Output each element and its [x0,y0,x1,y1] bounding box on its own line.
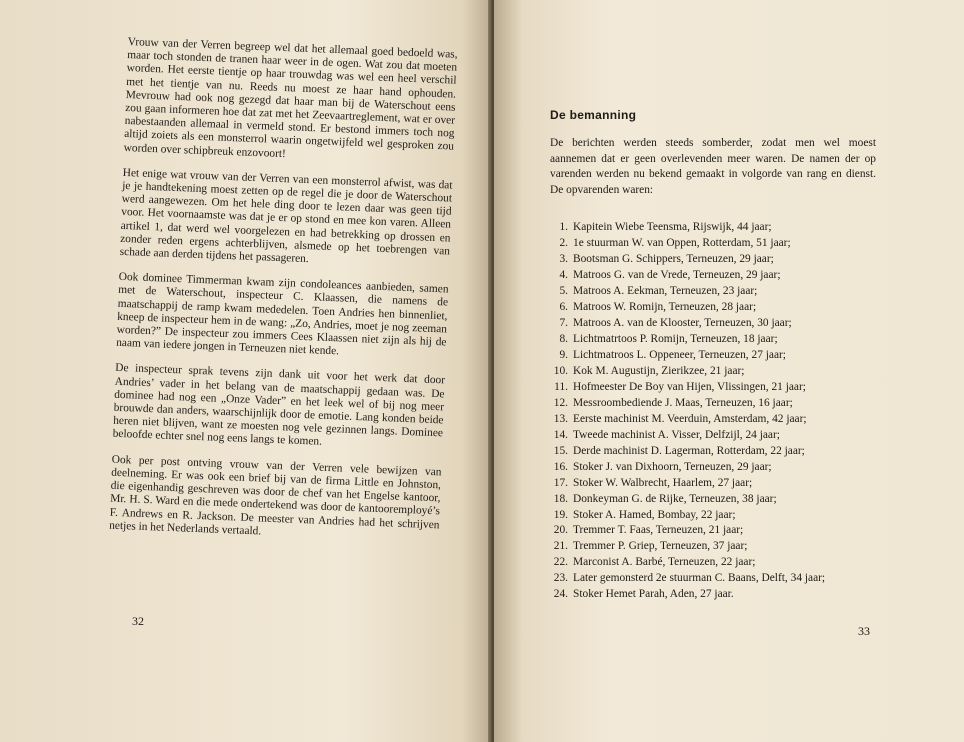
intro-paragraph: De berichten werden steeds somberder, zodat men wel moest aannemen dat er geen overlevenden meer waren. De namen der op varenden werden nu bekend gemaakt in volgorde van rang en dienst. De opvarenden waren: [550,137,876,196]
crew-item-text: Stoker W. Walbrecht, Haarlem, 27 jaar; [573,476,753,489]
left-page-text [108,36,457,557]
crew-list-item [550,444,876,460]
crew-item-text: Hofmeester De Boy van Hijen, Vlissingen, 21 jaar; [573,380,806,393]
crew-item-number: 16. [553,460,568,473]
crew-item-number: 9. [559,349,568,361]
crew-item-number: 6. [559,301,568,314]
crew-list-item [550,555,876,571]
crew-list-item [550,284,876,300]
crew-list-item [550,364,876,380]
paragraph: Het enige wat vrouw van der Verren van een monsterrol afwist, was dat je je handtekening moest zetten op de regel die je door de Waterschout werd aangewezen. Om het hele ding door te lezen daar was geen tijd voor. Het voornaamste was dat je er op stond en mee kon varen. Alleen artikel 1, dat werd wel voorgelezen en had betrekking op drossen en zonder reden ergens achterblijven, alsmede op het toebrengen van schade aan derden tijdens het passageren. [119,166,453,266]
crew-list-item [550,460,876,476]
crew-item-text: Donkeyman G. de Rijke, Terneuzen, 38 jaar; [573,492,777,505]
crew-list-item [550,476,876,492]
crew-list-item [550,492,876,508]
crew-item-number: 13. [553,412,568,425]
crew-list-item [550,428,876,444]
crew-item-text: Bootsman G. Schippers, Terneuzen, 29 jaar; [573,253,774,266]
crew-list-item [550,252,876,268]
crew-item-text: Stoker J. van Dixhoorn, Terneuzen, 29 jaar; [573,460,772,473]
paragraph: Ook dominee Timmerman kwam zijn condoleances aanbieden, samen met de Waterschout, inspecteur C. Klaassen, die namens de maatschappij de ramp kwam mededelen. Toen Andries hen binnenliet, kneep de inspecteur hem in de wang: „Zo, Andries, moet je nog zeeman worden?” De inspecteur zou immers Cees Klaassen niet zijn als hij de naam van iedere jongen in Terneuzen niet kende. [115,271,449,358]
crew-item-text: Matroos A. van de Klooster, Terneuzen, 30 jaar; [573,317,792,330]
crew-item-number: 7. [559,317,568,330]
crew-item-number: 21. [553,540,568,553]
crew-list-item [550,539,876,555]
crew-list-item [550,220,876,236]
right-page-number: 33 [858,624,870,638]
crew-item-text: Kapitein Wiebe Teensma, Rijswijk, 44 jaar; [573,221,772,234]
crew-item-number: 14. [553,428,568,441]
crew-item-text: Kok M. Augustijn, Zierikzee, 21 jaar; [573,364,745,377]
crew-item-number: 8. [559,333,568,346]
crew-item-text: Marconist A. Barbé, Terneuzen, 22 jaar; [573,556,756,569]
crew-item-number: 22. [553,556,568,569]
crew-item-number: 2. [559,237,568,250]
crew-item-number: 24. [553,588,568,601]
crew-item-number: 19. [553,508,568,521]
paragraph: Vrouw van der Verren begreep wel dat het allemaal goed bedoeld was, maar toch stonden de tranen haar weer in de ogen. Wat zou dat moeten worden. Het eerste tientje op haar trouwdag was wel een heel verschil met het tientje van nu. Reeds nu moest ze haar hand ophouden. Mevrouw had ook nog gezegd dat haar man bij de Waterschout eens zou gaan informeren hoe dat zat met het Zeevaartreglement, wat er over nabestaanden allemaal in vermeld stond. Er bestond immers toch nog altijd zoiets als een monsterrol waarin ongetwijfeld wel gesproken zou worden over schipbreuk enzovoort! [123,36,458,160]
crew-item-number: 3. [559,253,568,266]
crew-list-item [550,396,876,412]
crew-item-number: 1. [559,221,568,234]
crew-list-item [550,348,876,364]
crew-item-text: Matroos A. Eekman, Terneuzen, 23 jaar; [573,285,758,298]
crew-item-number: 11. [554,380,568,393]
crew-item-number: 15. [553,444,568,457]
left-page-number: 32 [132,614,144,628]
crew-item-text: Matroos W. Romijn, Terneuzen, 28 jaar; [573,301,757,314]
crew-item-text: Later gemonsterd 2e stuurman C. Baans, Delft, 34 jaar; [573,572,826,585]
crew-item-text: Tremmer P. Griep, Terneuzen, 37 jaar; [573,540,748,553]
crew-list-item [550,523,876,539]
crew-list-item [550,380,876,396]
crew-list-item [550,300,876,316]
crew-list-item [550,571,876,587]
crew-item-number: 4. [559,269,568,282]
crew-list-item [550,268,876,284]
crew-list-item [550,316,876,332]
paragraph: De inspecteur sprak tevens zijn dank uit voor het werk dat door Andries’ vader in het belang van de maatschappij gedaan was. De dominee had nog een „Onze Vader” en het leek wel of bij nog meer brouwde dan anders, waarschijnlijk door de emotie. Lang konden beide heren niet blijven, want ze moesten nog vele gezinnen langs. Dominee beloofde echter snel nog eens langs te komen. [112,362,446,449]
crew-item-text: Matroos G. van de Vrede, Terneuzen, 29 jaar; [573,269,781,282]
crew-item-number: 17. [553,476,568,489]
crew-item-number: 18. [553,492,568,505]
right-page-content [550,108,876,603]
crew-list-item [550,332,876,348]
crew-item-text: Stoker Hemet Parah, Aden, 27 jaar. [573,588,734,601]
crew-item-text: Eerste machinist M. Veerduin, Amsterdam, 42 jaar; [573,412,807,425]
crew-list-item [550,587,876,603]
crew-list [550,220,876,603]
crew-item-number: 12. [553,396,568,409]
crew-item-text: Messroombediende J. Maas, Terneuzen, 16 jaar; [573,396,793,409]
crew-item-number: 23. [553,572,568,585]
section-heading: De bemanning [550,108,637,122]
crew-item-text: Tremmer T. Faas, Terneuzen, 21 jaar; [573,524,744,537]
crew-item-text: Stoker A. Hamed, Bombay, 22 jaar; [573,508,736,521]
crew-item-number: 5. [559,285,568,298]
crew-item-number: 10. [553,364,568,377]
crew-list-item [550,508,876,524]
crew-item-text: 1e stuurman W. van Oppen, Rotterdam, 51 jaar; [573,237,791,250]
crew-list-item [550,236,876,252]
crew-item-number: 20. [553,524,568,537]
crew-item-text: Lichtmatrtoos P. Romijn, Terneuzen, 18 jaar; [573,333,778,346]
crew-list-item [550,412,876,428]
crew-item-text: Lichtmatroos L. Oppeneer, Terneuzen, 27 jaar; [573,349,786,361]
crew-item-text: Tweede machinist A. Visser, Delfzijl, 24 jaar; [573,428,780,441]
paragraph: Ook per post ontving vrouw van der Verren vele bewijzen van deelneming. Er was ook een brief bij van de firma Little en Johnston, die eigenhandig geschreven was door de chef van het Engelse kantoor, Mr. H. S. Ward en die mede ondertekend was door de kantooremployé’s F. Andrews en R. Jackson. De meester van Andries had het schrijven netjes in het Nederlands vertaald. [108,453,442,538]
crew-item-text: Derde machinist D. Lagerman, Rotterdam, 22 jaar; [573,444,805,457]
